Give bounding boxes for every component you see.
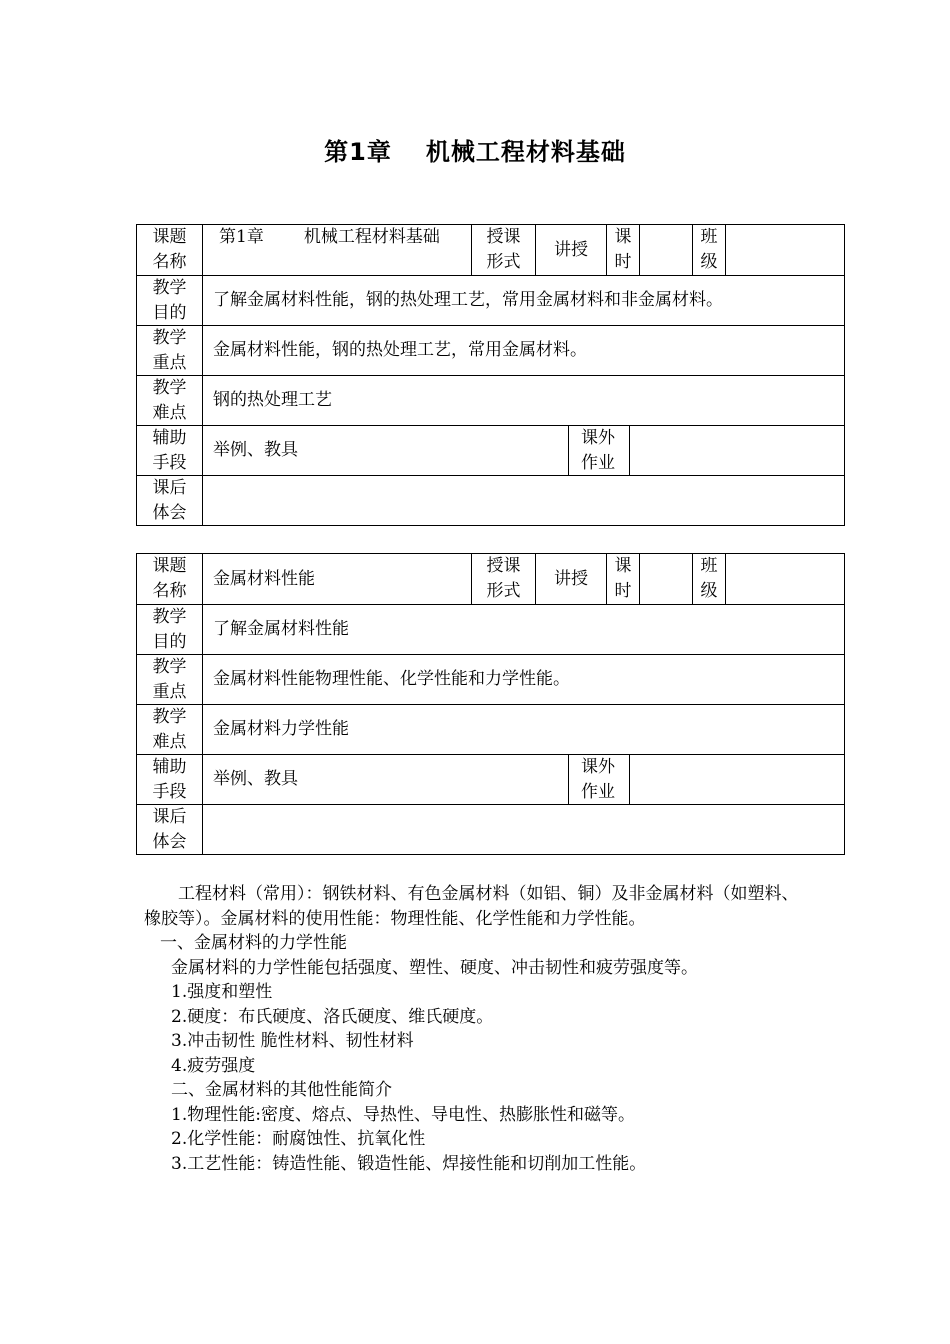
section-2-heading: 二、金属材料的其他性能简介: [171, 1080, 392, 1100]
intro-line-2: 橡胶等）。金属材料的使用性能：物理性能、化学性能和力学性能。: [144, 908, 646, 929]
body-text: [144, 882, 834, 1176]
objective-value: 了解金属材料性能: [202, 605, 844, 654]
lesson-table-second: [136, 553, 845, 855]
hours-label: 课 时: [606, 225, 639, 275]
aids-value: 举例、教具: [202, 426, 568, 475]
homework-label: 课外 作业: [568, 426, 629, 475]
list-item: 3.冲击韧性 脆性材料、韧性材料: [171, 1031, 414, 1051]
lesson-table-first: [136, 224, 845, 526]
table-row: [137, 225, 844, 275]
table-row: [137, 275, 844, 325]
form-label: 授课 形式: [471, 554, 535, 604]
class-label: 班 级: [692, 554, 725, 604]
topic-name-value: 金属材料性能: [202, 554, 471, 604]
table-row: [137, 325, 844, 375]
table-row: [137, 475, 844, 525]
topic-name-label: 课题 名称: [152, 227, 187, 272]
hours-value: [639, 225, 692, 275]
table-row: [137, 425, 844, 475]
topic-name-value: 第1章 机械工程材料基础: [202, 225, 471, 275]
chapter-name: 机械工程材料基础: [425, 138, 626, 166]
class-label: 班 级: [692, 225, 725, 275]
hours-value: [639, 554, 692, 604]
section-1-intro: 金属材料的力学性能包括强度、塑性、硬度、冲击韧性和疲劳强度等。: [171, 957, 698, 978]
key-points-label: 教学 重点: [152, 656, 187, 702]
hours-label: 课 时: [606, 554, 639, 604]
list-item: 3.工艺性能：铸造性能、锻造性能、焊接性能和切削加工性能。: [171, 1153, 647, 1174]
difficulties-label: 教学 难点: [152, 706, 187, 752]
form-label: 授课 形式: [471, 225, 535, 275]
table-row: [137, 604, 844, 654]
section-1-heading: 一、金属材料的力学性能: [160, 933, 347, 953]
reflection-label: 课后 体会: [152, 806, 187, 852]
list-item: 2.化学性能：耐腐蚀性、抗氧化性: [171, 1129, 426, 1149]
topic-name-label: 课题 名称: [152, 556, 187, 601]
difficulties-value: 金属材料力学性能: [202, 705, 844, 754]
reflection-value: [202, 476, 844, 525]
table-row: [137, 704, 844, 754]
aids-label: 辅助 手段: [152, 427, 187, 473]
difficulties-label: 教学 难点: [152, 377, 187, 423]
table-row: [137, 804, 844, 854]
aids-label: 辅助 手段: [152, 756, 187, 802]
form-value: 讲授: [535, 225, 606, 275]
reflection-label: 课后 体会: [152, 477, 187, 523]
difficulties-value: 钢的热处理工艺: [202, 376, 844, 425]
table-row: [137, 554, 844, 604]
aids-value: 举例、教具: [202, 755, 568, 804]
list-item: 1.强度和塑性: [171, 982, 273, 1002]
table-row: [137, 654, 844, 704]
chapter-number: 第1章: [324, 138, 392, 166]
objective-label: 教学 目的: [152, 606, 187, 652]
objective-label: 教学 目的: [152, 277, 187, 323]
form-value: 讲授: [535, 554, 606, 604]
list-item: 1.物理性能:密度、熔点、导热性、导电性、热膨胀性和磁等。: [171, 1104, 635, 1125]
list-item: 2.硬度：布氏硬度、洛氏硬度、维氏硬度。: [171, 1006, 494, 1027]
key-points-label: 教学 重点: [152, 327, 187, 373]
list-item: 4.疲劳强度: [171, 1055, 256, 1076]
objective-value: 了解金属材料性能，钢的热处理工艺，常用金属材料和非金属材料。: [202, 276, 844, 325]
key-points-value: 金属材料性能，钢的热处理工艺，常用金属材料。: [202, 326, 844, 375]
table-row: [137, 375, 844, 425]
table-row: [137, 754, 844, 804]
class-value: [725, 225, 844, 275]
homework-label: 课外 作业: [568, 755, 629, 804]
chapter-title: [0, 132, 950, 167]
class-value: [725, 554, 844, 604]
key-points-value: 金属材料性能物理性能、化学性能和力学性能。: [202, 655, 844, 704]
homework-value: [629, 755, 844, 804]
homework-value: [629, 426, 844, 475]
intro-line-1: 工程材料（常用）：钢铁材料、有色金属材料（如铝、铜）及非金属材料（如塑料、: [178, 884, 799, 904]
reflection-value: [202, 805, 844, 854]
